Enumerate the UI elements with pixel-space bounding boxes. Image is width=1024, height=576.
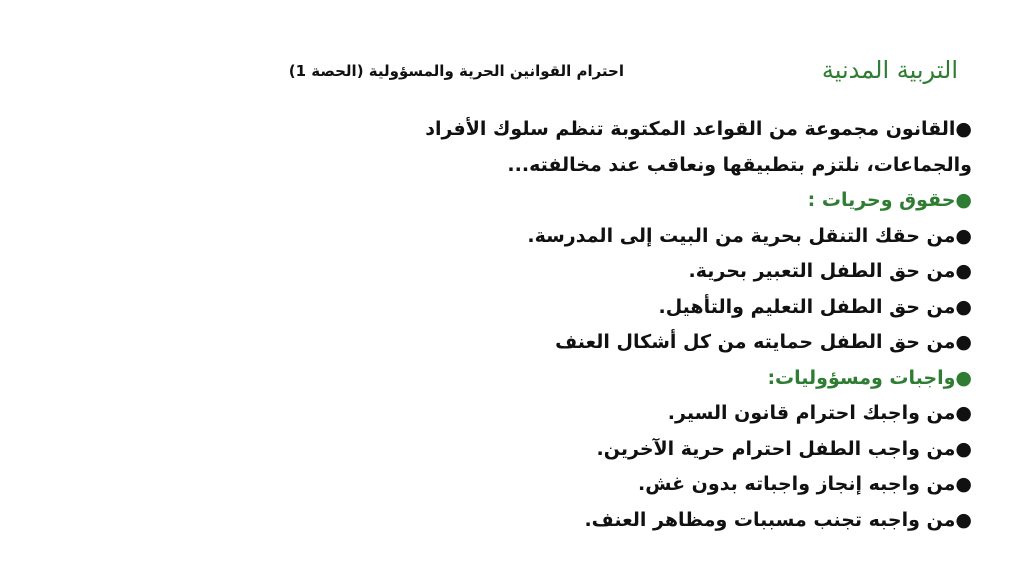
lesson-content: [272, 112, 972, 538]
definition-line: والجماعات، نلتزم بتطبيقها ونعاقب عند مخالفته...: [507, 153, 972, 176]
rights-heading: ●حقوق وحريات :: [807, 189, 972, 211]
rights-item: ●من حق الطفل التعبير بحرية.: [688, 260, 972, 282]
duties-heading: ●واجبات ومسؤوليات:: [767, 366, 972, 389]
duties-item: ●من واجب الطفل احترام حرية الآخرين.: [596, 437, 972, 460]
definition-line: ●القانون مجموعة من القواعد المكتوبة تنظم سلوك الأفراد: [425, 118, 972, 140]
rights-item: ●من حقك التنقل بحرية من البيت إلى المدرسة.: [527, 224, 972, 247]
rights-item: ●من حق الطفل حمايته من كل أشكال العنف: [555, 331, 972, 353]
rights-item: ●من حق الطفل التعليم والتأهيل.: [658, 295, 972, 318]
duties-item: ●من واجبك احترام قانون السير.: [667, 402, 972, 424]
duties-item: ●من واجبه إنجاز واجباته بدون غش.: [638, 473, 972, 495]
lesson-title: احترام القوانين الحرية والمسؤولية (الحصة 1): [288, 62, 624, 80]
subject-title: التربية المدنية: [821, 56, 958, 84]
duties-item: ●من واجبه تجنب مسببات ومظاهر العنف.: [584, 508, 972, 531]
